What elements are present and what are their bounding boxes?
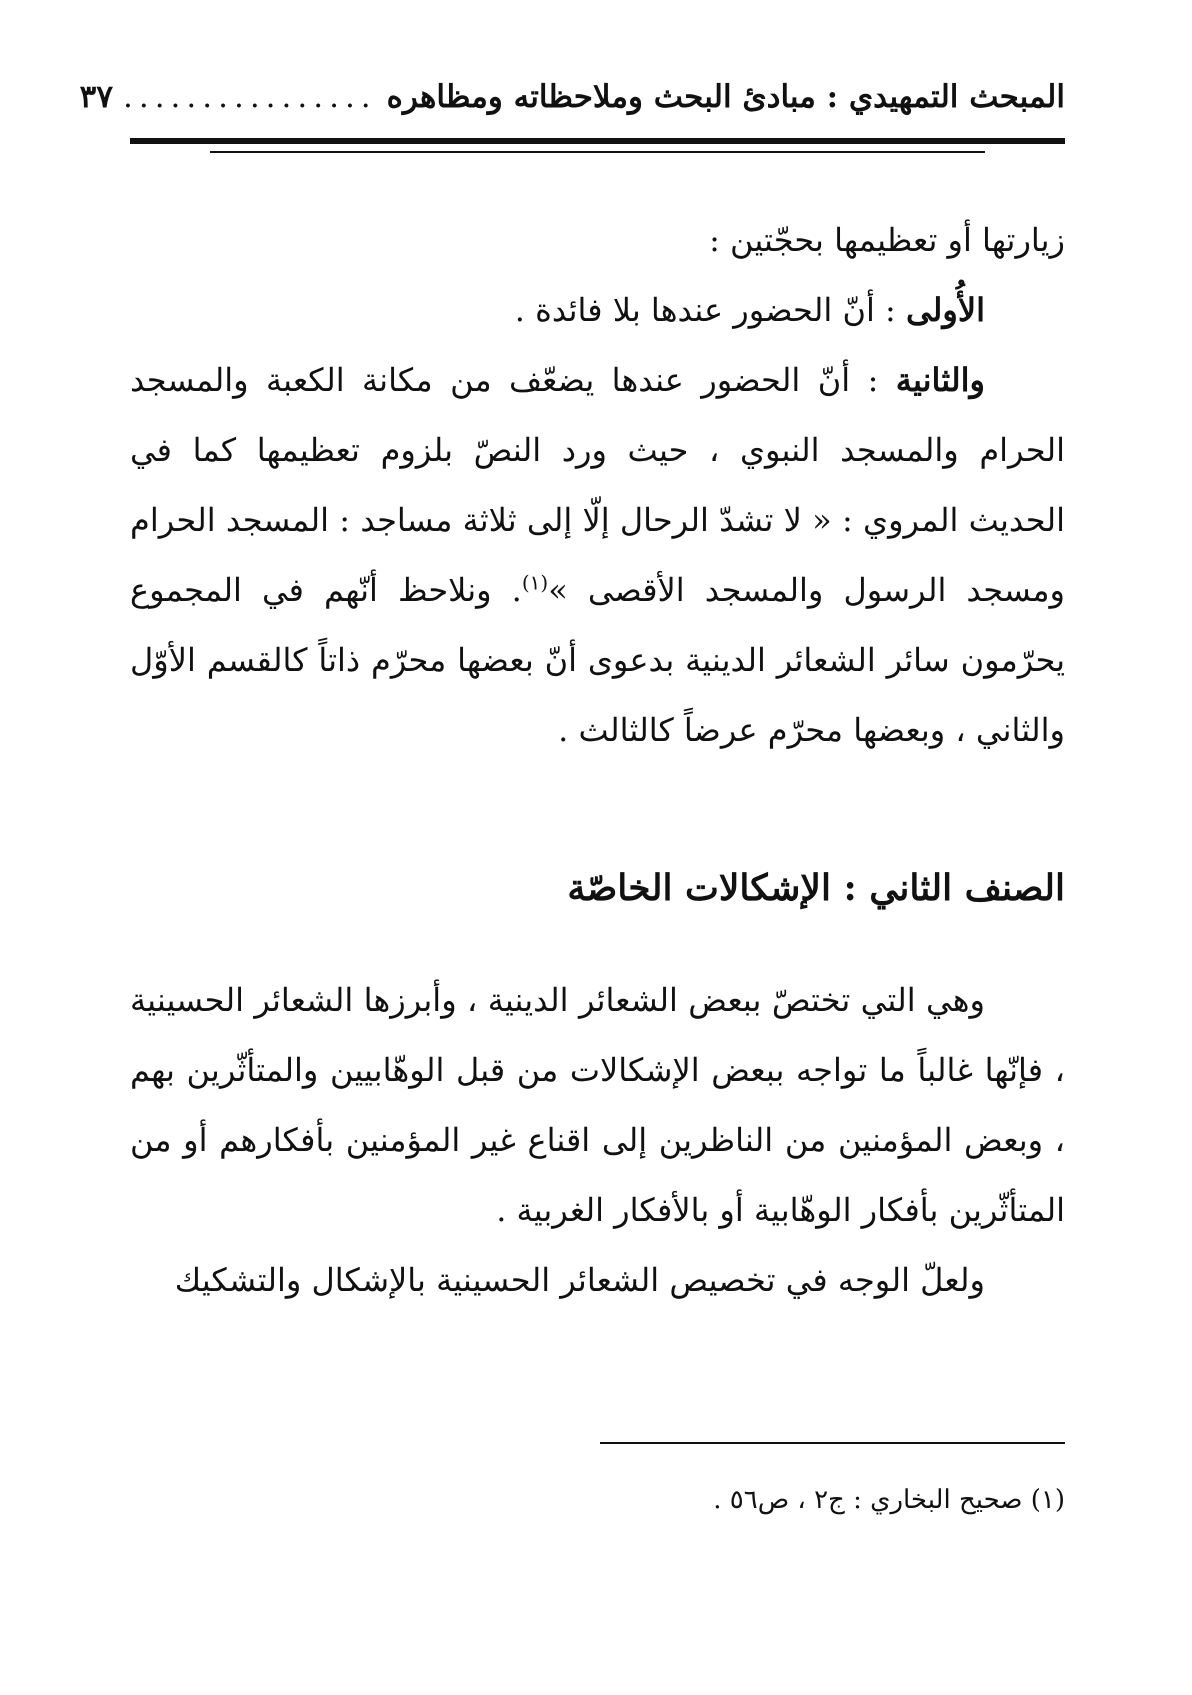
first-argument-term: الأُولى [905,291,985,329]
paragraph-first-argument [130,275,1065,345]
body-text-bottom [130,965,1065,1315]
paragraph-intro [130,205,1065,275]
footnote-rule [600,1442,1065,1444]
body-text-top [130,205,1065,765]
special-objections-text: وهي التي تختصّ ببعض الشعائر الدينية ، وأبرزها الشعائر الحسينية ، فإنّها غالباً ما تواجه ببعض الإشكالات من قبل الوهّابيين والمتأثّرين بهم ، وبعض المؤمنين من الناظرين إلى اقناع غير المؤمنين بأفكارهم أو من المتأثّرين بأفكار الوهّابية أو بالأفكار الغربية . [130,981,1066,1229]
paragraph-reason [130,1245,1065,1315]
section-heading: الصنف الثاني : الإشكالات الخاصّة [567,867,1065,909]
header-rule-thick [130,138,1065,144]
running-title: المبحث التمهيدي : مبادئ البحث وملاحظاته ومظاهره [386,79,1065,115]
footnote: (١) صحيح البخاري : ج٢ ، ص٥٦ . [713,1485,1065,1515]
second-argument-term: والثانية [895,361,985,399]
first-argument-text: : أنّ الحضور عندها بلا فائدة . [514,291,906,329]
paragraph-second-argument [130,345,1065,765]
running-header [79,72,1065,122]
second-argument-continuation: . ونلاحظ أنّهم في المجموع يحرّمون سائر الشعائر الدينية بدعوى أنّ بعضها محرّم ذاتاً كالقسم الأوّل والثاني ، وبعضها محرّم عرضاً كالثالث . [130,571,1065,749]
page-number: ٣٧ [79,79,113,115]
paragraph-intro-text: زيارتها أو تعظيمها بحجّتين : [709,221,1065,259]
footnote-marker: (١) [521,570,549,595]
paragraph-special-objections [130,965,1065,1245]
reason-text: ولعلّ الوجه في تخصيص الشعائر الحسينية بالإشكال والتشكيك [174,1261,985,1299]
second-argument-text: : أنّ الحضور عندها يضعّف من مكانة الكعبة والمسجد الحرام والمسجد النبوي ، حيث ورد النصّ بلزوم تعظيمها كما في الحديث المروي : « لا تشدّ الرحال إلّا إلى ثلاثة مساجد : المسجد الحرام ومسجد الرسول والمسجد الأقصى » [130,361,1065,609]
header-rule-thin [210,151,985,153]
leader-dots: ................ [122,79,377,115]
